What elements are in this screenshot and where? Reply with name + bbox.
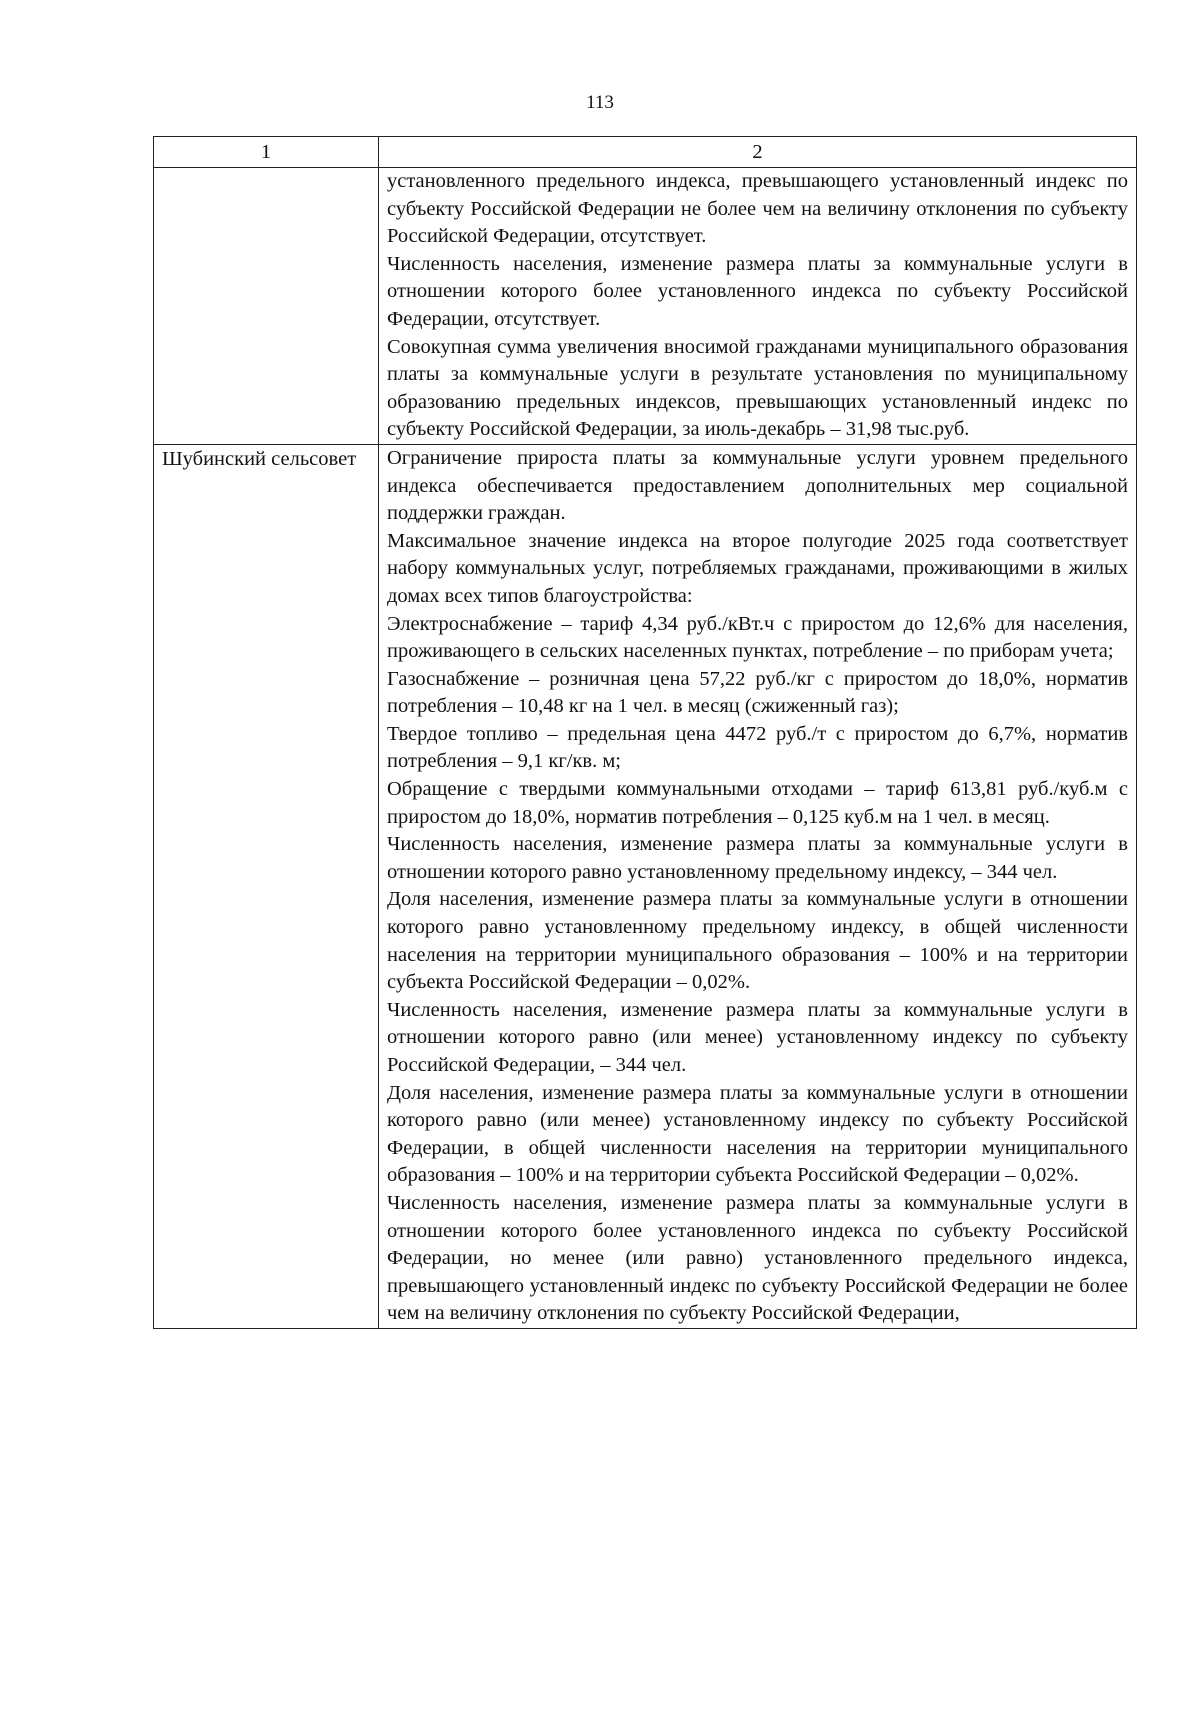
column-header-1: 1 <box>154 137 379 168</box>
paragraph: Доля населения, изменение размера платы за коммунальные услуги в отношении которого равно (или менее) установленному индексу по субъекту Российской Федерации, в общей численности населения на территории муниципального образования – 100% и на территории субъекта Российской Федерации – 0,02%. <box>387 1081 1128 1187</box>
paragraph: Численность населения, изменение размера платы за коммунальные услуги в отношении которого более установленного индекса по субъекту Российской Федерации, отсутствует. <box>387 252 1128 330</box>
page-number: 113 <box>586 92 614 113</box>
description-cell <box>379 168 1137 445</box>
table-row <box>154 444 1137 1328</box>
paragraph: Обращение с твердыми коммунальными отходами – тариф 613,81 руб./куб.м с приростом до 18,0%, норматив потребления – 0,125 куб.м на 1 чел. в месяц. <box>387 778 1128 828</box>
paragraph: Численность населения, изменение размера платы за коммунальные услуги в отношении которого равно установленному предельному индексу, – 344 чел. <box>387 833 1128 883</box>
description-cell <box>379 444 1137 1328</box>
paragraph: Ограничение прироста платы за коммунальные услуги уровнем предельного индекса обеспечивается предоставлением дополнительных мер социальной поддержки граждан. <box>387 446 1128 525</box>
column-header-2: 2 <box>379 137 1137 168</box>
paragraph: Численность населения, изменение размера платы за коммунальные услуги в отношении которого равно (или менее) установленному индексу по субъекту Российской Федерации, – 344 чел. <box>387 998 1128 1076</box>
paragraph: Совокупная сумма увеличения вносимой гражданами муниципального образования платы за коммунальные услуги в результате установления по муниципальному образованию предельных индексов, превышающих установленный индекс по субъекту Российской Федерации, за июль-декабрь – 31,98 тыс.руб. <box>387 335 1128 441</box>
municipality-cell <box>154 168 379 445</box>
paragraph: Максимальное значение индекса на второе полугодие 2025 года соответствует набору коммунальных услуг, потребляемых гражданами, проживающими в жилых домах всех типов благоустройства: <box>387 529 1128 607</box>
data-table <box>153 136 1137 1329</box>
paragraph: Доля населения, изменение размера платы за коммунальные услуги в отношении которого равно установленному предельному индексу, в общей численности населения на территории муниципального образования – 100% и на территории субъекта Российской Федерации – 0,02%. <box>387 888 1128 994</box>
municipality-name: Шубинский сельсовет <box>162 447 357 470</box>
paragraph: Газоснабжение – розничная цена 57,22 руб./кг с приростом до 18,0%, норматив потребления – 10,48 кг на 1 чел. в месяц (сжиженный газ); <box>387 667 1128 718</box>
table-row <box>154 168 1137 445</box>
paragraph: Численность населения, изменение размера платы за коммунальные услуги в отношении которого более установленного индекса по субъекту Российской Федерации, но менее (или равно) установленного предельного индекса, превышающего установленный индекс по субъекту Российской Федерации не более чем на величину отклонения по субъекту Российской Федерации, <box>387 1191 1128 1325</box>
paragraph: Электроснабжение – тариф 4,34 руб./кВт.ч с приростом до 12,6% для населения, проживающего в сельских населенных пунктах, потребление – по приборам учета; <box>387 612 1128 663</box>
table-header-row <box>154 137 1137 168</box>
municipality-cell <box>154 444 379 1328</box>
paragraph: установленного предельного индекса, превышающего установленный индекс по субъекту Российской Федерации не более чем на величину отклонения по субъекту Российской Федерации, отсутствует. <box>387 170 1128 248</box>
paragraph: Твердое топливо – предельная цена 4472 руб./т с приростом до 6,7%, норматив потребления – 9,1 кг/кв. м; <box>387 722 1128 773</box>
